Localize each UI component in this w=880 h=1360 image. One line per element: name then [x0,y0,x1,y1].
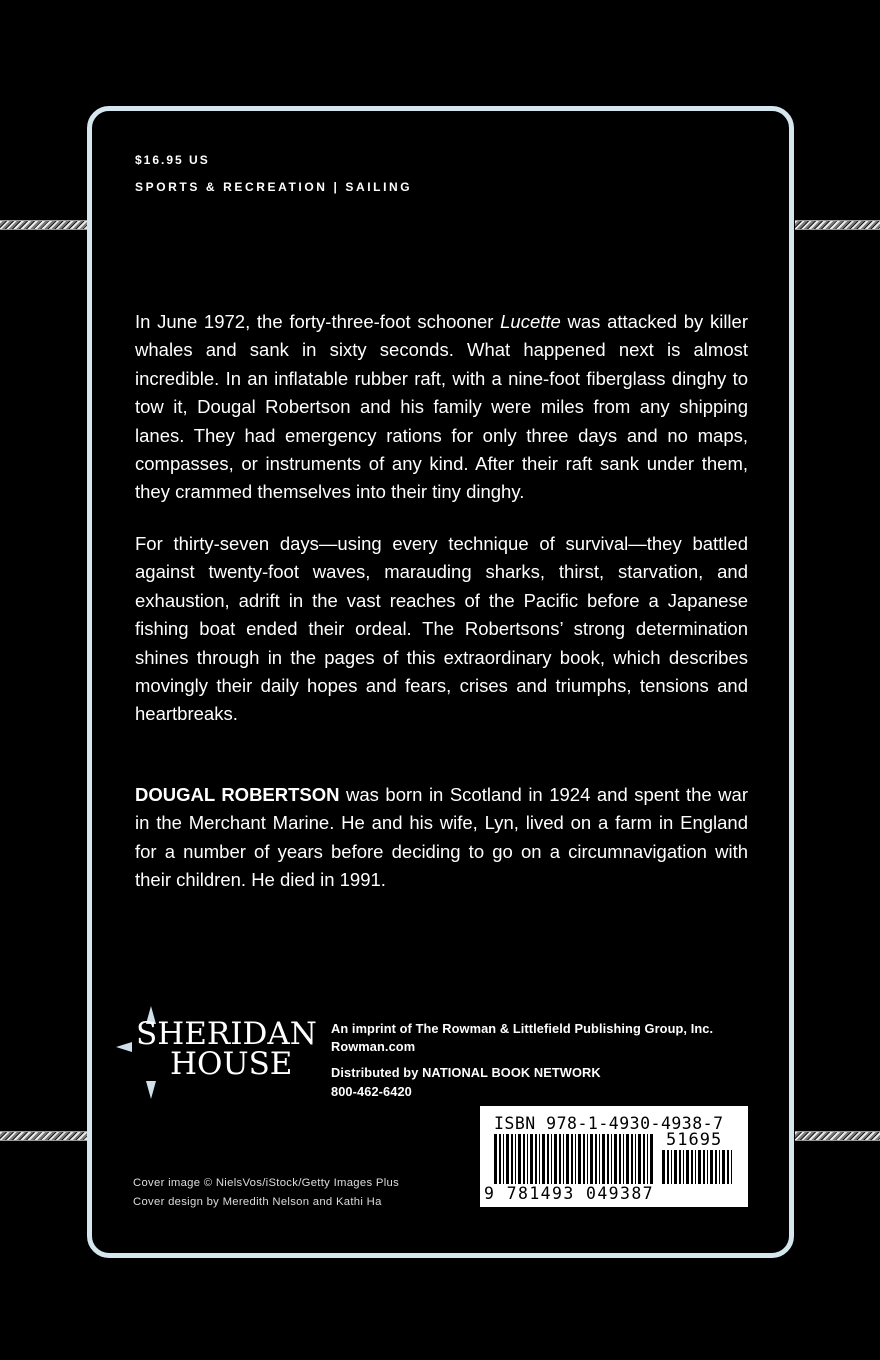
logo-house: HOUSE [170,1046,293,1082]
barcode-bar [662,1150,665,1184]
barcode-bar [679,1150,681,1184]
barcode-bar [499,1134,501,1184]
barcode-bar [635,1134,636,1184]
barcode-bar [614,1134,617,1184]
barcode-bar [626,1134,629,1184]
barcode-bar [643,1134,645,1184]
barcode-bar [671,1150,672,1184]
cover-design-credit: Cover design by Meredith Nelson and Kathi Ha [133,1196,382,1208]
barcode-bar [503,1134,504,1184]
barcode-bar [619,1134,621,1184]
barcode-bar [494,1134,497,1184]
barcode-bar [583,1134,585,1184]
barcode-bar [511,1134,513,1184]
logo-sheridan: SHERIDAN [136,1016,317,1052]
barcode-bar [559,1134,561,1184]
barcode-bar [611,1134,612,1184]
barcode-bar [727,1150,729,1184]
barcode-bar [506,1134,509,1184]
price-label: $16.95 US [135,153,210,167]
barcode-bar [707,1150,708,1184]
barcode-bar [691,1150,693,1184]
rope-right-bottom [795,1131,880,1141]
barcode-bar [667,1150,669,1184]
barcode-bar [527,1134,528,1184]
barcode-bar [698,1150,701,1184]
barcode-bar [731,1150,732,1184]
barcode-bar [695,1150,696,1184]
rope-left-top [0,220,88,230]
cover-image-credit: Cover image © NielsVos/iStock/Getty Images Plus [133,1177,400,1189]
rope-left-bottom [0,1131,88,1141]
barcode-bar [683,1150,684,1184]
barcode-bar [719,1150,720,1184]
category-label: SPORTS & RECREATION | SAILING [135,180,413,194]
barcode-bar [554,1134,557,1184]
barcode-bar [595,1134,597,1184]
blurb-paragraph-2: For thirty-seven days—using every technique of survival—they battled against twenty-foot waves, marauding sharks, thirst, starvation, and exhaustion, adrift in the vast reaches of the Pacific before a Japanese fishing boat ended their ordeal. The Robertsons’ strong determination shines through in the pages of this extraordinary book, which describes movingly their daily hopes and fears, crises and triumphs, tensions and heartbreaks. [135,533,748,725]
barcode-bar [551,1134,552,1184]
barcode-bar [599,1134,600,1184]
barcode-bar [607,1134,609,1184]
boat-name: Lucette [500,311,561,332]
barcode-bar [623,1134,624,1184]
website-text: Rowman.com [331,1039,416,1054]
barcode-bar [722,1150,725,1184]
barcode-bar [542,1134,545,1184]
barcode-bar [638,1134,641,1184]
barcode-bar [539,1134,540,1184]
imprint-text: An imprint of The Rowman & Littlefield Publishing Group, Inc. [331,1021,714,1036]
price-barcode [662,1150,736,1184]
barcode-bar [650,1134,653,1184]
barcode-digits: 9 781493 049387 [484,1184,655,1203]
barcode-bar [631,1134,633,1184]
isbn-text: ISBN 978-1-4930-4938-7 [494,1114,724,1133]
barcode-bar [587,1134,588,1184]
author-name: DOUGAL ROBERTSON [135,784,340,805]
barcode-bar [535,1134,537,1184]
blurb-paragraph-1: In June 1972, the forty-three-foot schooner Lucette was attacked by killer whales and sank in sixty seconds. What happened next is almost incredible. In an inflatable rubber raft, with a nine-foot fiberglass dinghy to tow it, Dougal Robertson and his family were miles from any shipping lanes. They had emergency rations for only three days and no maps, compasses, or instruments of any kind. After their raft sank under them, they crammed themselves into their tiny dinghy. [135,311,748,503]
barcode-bar [674,1150,677,1184]
barcode-bar [515,1134,516,1184]
barcode-box [480,1106,748,1207]
barcode-bar [518,1134,521,1184]
barcode-bar [563,1134,564,1184]
author-bio: DOUGAL ROBERTSON was born in Scotland in 1924 and spent the war in the Merchant Marine. He and his wife, Lyn, lived on a farm in England for a number of years before deciding to go on a circumnavigation with their children. He died in 1991. [135,784,748,891]
barcode-bar [530,1134,533,1184]
barcode-bar [647,1134,648,1184]
distributor-text: Distributed by NATIONAL BOOK NETWORK [331,1065,601,1080]
barcode-bar [575,1134,576,1184]
barcode-bar [715,1150,717,1184]
barcode-bar [703,1150,705,1184]
barcode-bar [686,1150,689,1184]
barcode-bar [578,1134,581,1184]
phone-text: 800-462-6420 [331,1084,412,1099]
rope-right-top [795,220,880,230]
barcode-bar [710,1150,713,1184]
barcode-bar [590,1134,593,1184]
isbn-barcode [494,1134,654,1184]
barcode-bar [523,1134,525,1184]
barcode-bar [602,1134,605,1184]
barcode-bar [547,1134,549,1184]
price-code-text: 51695 [666,1130,723,1150]
barcode-bar [566,1134,569,1184]
barcode-bar [571,1134,573,1184]
